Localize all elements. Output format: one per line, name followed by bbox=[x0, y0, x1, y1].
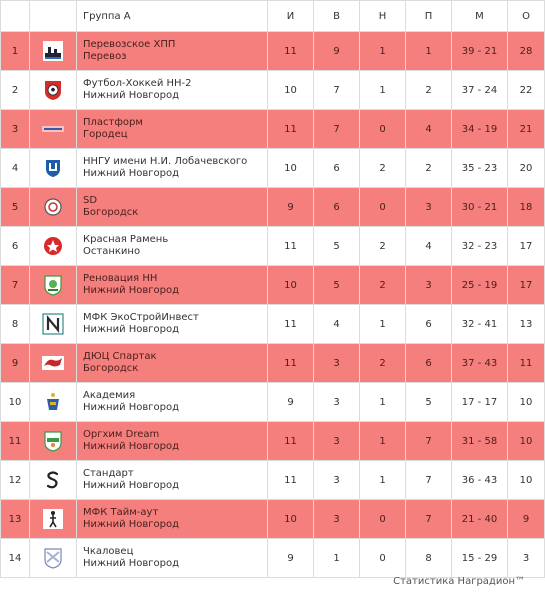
games-cell: 11 bbox=[268, 305, 314, 344]
losses-cell: 6 bbox=[406, 305, 452, 344]
points-cell: 20 bbox=[508, 149, 545, 188]
table-row[interactable] bbox=[1, 383, 545, 422]
team-name[interactable]: Реновация НН bbox=[83, 273, 158, 284]
wins-cell: 3 bbox=[314, 500, 360, 539]
team-name[interactable]: МФК Тайм-аут bbox=[83, 507, 159, 518]
team-name[interactable]: ННГУ имени Н.И. Лобачевского bbox=[83, 156, 248, 167]
games-cell: 11 bbox=[268, 422, 314, 461]
games-cell: 9 bbox=[268, 188, 314, 227]
losses-cell: 8 bbox=[406, 539, 452, 578]
points-cell: 10 bbox=[508, 422, 545, 461]
table-row[interactable] bbox=[1, 227, 545, 266]
losses-cell: 1 bbox=[406, 32, 452, 71]
header-losses[interactable]: П bbox=[406, 1, 452, 32]
games-cell: 11 bbox=[268, 461, 314, 500]
wins-cell: 7 bbox=[314, 71, 360, 110]
team-name[interactable]: Футбол-Хоккей НН-2 bbox=[83, 78, 192, 89]
table-row[interactable] bbox=[1, 500, 545, 539]
draws-cell: 0 bbox=[360, 500, 406, 539]
team-city: Нижний Новгород bbox=[83, 90, 180, 101]
team-city: Нижний Новгород bbox=[83, 324, 180, 335]
table-row[interactable] bbox=[1, 188, 545, 227]
team-cell[interactable] bbox=[77, 383, 268, 422]
draws-cell: 0 bbox=[360, 188, 406, 227]
team-name[interactable]: ДЮЦ Спартак bbox=[83, 351, 157, 362]
factory-logo-icon bbox=[42, 40, 64, 62]
team-name[interactable]: Красная Рамень bbox=[83, 234, 169, 245]
goals-cell: 21 - 40 bbox=[452, 500, 508, 539]
team-cell[interactable] bbox=[77, 110, 268, 149]
draws-cell: 2 bbox=[360, 227, 406, 266]
goals-cell: 35 - 23 bbox=[452, 149, 508, 188]
team-city: Богородск bbox=[83, 207, 139, 218]
plastform-logo-icon bbox=[42, 118, 64, 140]
table-row[interactable] bbox=[1, 461, 545, 500]
goals-cell: 17 - 17 bbox=[452, 383, 508, 422]
position-cell: 8 bbox=[1, 305, 30, 344]
team-name[interactable]: МФК ЭкоСтройИнвест bbox=[83, 312, 199, 323]
points-cell: 22 bbox=[508, 71, 545, 110]
draws-cell: 2 bbox=[360, 266, 406, 305]
wins-cell: 5 bbox=[314, 266, 360, 305]
team-cell[interactable] bbox=[77, 227, 268, 266]
losses-cell: 4 bbox=[406, 110, 452, 149]
team-city: Нижний Новгород bbox=[83, 402, 180, 413]
goals-cell: 36 - 43 bbox=[452, 461, 508, 500]
wins-cell: 3 bbox=[314, 422, 360, 461]
games-cell: 9 bbox=[268, 383, 314, 422]
green-shield-icon bbox=[42, 274, 64, 296]
points-cell: 28 bbox=[508, 32, 545, 71]
points-cell: 9 bbox=[508, 500, 545, 539]
points-cell: 10 bbox=[508, 461, 545, 500]
draws-cell: 2 bbox=[360, 149, 406, 188]
losses-cell: 7 bbox=[406, 500, 452, 539]
position-cell: 4 bbox=[1, 149, 30, 188]
red-circle-crest-icon bbox=[42, 235, 64, 257]
team-city: Городец bbox=[83, 129, 128, 140]
goals-cell: 15 - 29 bbox=[452, 539, 508, 578]
goals-cell: 39 - 21 bbox=[452, 32, 508, 71]
draws-cell: 1 bbox=[360, 305, 406, 344]
games-cell: 11 bbox=[268, 32, 314, 71]
table-row[interactable] bbox=[1, 305, 545, 344]
position-cell: 9 bbox=[1, 344, 30, 383]
team-name[interactable]: Чкаловец bbox=[83, 546, 134, 557]
team-city: Нижний Новгород bbox=[83, 519, 180, 530]
position-cell: 6 bbox=[1, 227, 30, 266]
games-cell: 10 bbox=[268, 149, 314, 188]
chkalovets-shield-icon bbox=[42, 547, 64, 569]
goals-cell: 32 - 41 bbox=[452, 305, 508, 344]
games-cell: 10 bbox=[268, 266, 314, 305]
header-group[interactable]: Группа А bbox=[77, 1, 268, 32]
table-header-row bbox=[1, 1, 545, 32]
table-row[interactable] bbox=[1, 71, 545, 110]
games-cell: 9 bbox=[268, 539, 314, 578]
team-city: Нижний Новгород bbox=[83, 480, 180, 491]
wins-cell: 3 bbox=[314, 383, 360, 422]
games-cell: 10 bbox=[268, 500, 314, 539]
academy-crest-icon bbox=[42, 391, 64, 413]
team-city: Нижний Новгород bbox=[83, 558, 180, 569]
table-row[interactable] bbox=[1, 149, 545, 188]
losses-cell: 4 bbox=[406, 227, 452, 266]
goals-cell: 34 - 19 bbox=[452, 110, 508, 149]
stats-credit-link[interactable]: Статистика Наградион™ bbox=[393, 576, 525, 587]
games-cell: 10 bbox=[268, 71, 314, 110]
draws-cell: 1 bbox=[360, 383, 406, 422]
draws-cell: 1 bbox=[360, 422, 406, 461]
losses-cell: 5 bbox=[406, 383, 452, 422]
table-row[interactable] bbox=[1, 32, 545, 71]
goals-cell: 37 - 43 bbox=[452, 344, 508, 383]
wins-cell: 4 bbox=[314, 305, 360, 344]
goals-cell: 31 - 58 bbox=[452, 422, 508, 461]
timeout-player-icon bbox=[42, 508, 64, 530]
position-cell: 11 bbox=[1, 422, 30, 461]
wins-cell: 7 bbox=[314, 110, 360, 149]
losses-cell: 7 bbox=[406, 461, 452, 500]
points-cell: 3 bbox=[508, 539, 545, 578]
losses-cell: 7 bbox=[406, 422, 452, 461]
header-logo bbox=[30, 1, 77, 32]
table-row[interactable] bbox=[1, 110, 545, 149]
losses-cell: 2 bbox=[406, 71, 452, 110]
position-cell: 12 bbox=[1, 461, 30, 500]
team-cell[interactable] bbox=[77, 539, 268, 578]
draws-cell: 1 bbox=[360, 32, 406, 71]
table-row[interactable] bbox=[1, 266, 545, 305]
losses-cell: 3 bbox=[406, 188, 452, 227]
goals-cell: 30 - 21 bbox=[452, 188, 508, 227]
team-cell[interactable] bbox=[77, 266, 268, 305]
team-city: Останкино bbox=[83, 246, 141, 257]
team-city: Богородск bbox=[83, 363, 139, 374]
losses-cell: 2 bbox=[406, 149, 452, 188]
table-row[interactable] bbox=[1, 344, 545, 383]
team-cell[interactable] bbox=[77, 149, 268, 188]
team-name[interactable]: SD bbox=[83, 195, 98, 206]
header-position bbox=[1, 1, 30, 32]
team-cell[interactable] bbox=[77, 344, 268, 383]
wins-cell: 3 bbox=[314, 461, 360, 500]
wins-cell: 6 bbox=[314, 188, 360, 227]
team-cell[interactable] bbox=[77, 461, 268, 500]
points-cell: 11 bbox=[508, 344, 545, 383]
table-row[interactable] bbox=[1, 422, 545, 461]
team-name[interactable]: Перевозское ХПП bbox=[83, 39, 176, 50]
position-cell: 14 bbox=[1, 539, 30, 578]
goals-cell: 25 - 19 bbox=[452, 266, 508, 305]
points-cell: 13 bbox=[508, 305, 545, 344]
team-cell[interactable] bbox=[77, 71, 268, 110]
draws-cell: 0 bbox=[360, 110, 406, 149]
team-city: Нижний Новгород bbox=[83, 441, 180, 452]
team-cell[interactable] bbox=[77, 305, 268, 344]
losses-cell: 3 bbox=[406, 266, 452, 305]
orghim-shield-icon bbox=[42, 430, 64, 452]
draws-cell: 1 bbox=[360, 461, 406, 500]
position-cell: 10 bbox=[1, 383, 30, 422]
team-name[interactable]: Стандарт bbox=[83, 468, 134, 479]
points-cell: 17 bbox=[508, 227, 545, 266]
position-cell: 7 bbox=[1, 266, 30, 305]
team-cell[interactable] bbox=[77, 32, 268, 71]
wins-cell: 3 bbox=[314, 344, 360, 383]
team-cell[interactable] bbox=[77, 500, 268, 539]
goals-cell: 37 - 24 bbox=[452, 71, 508, 110]
soccer-ball-shield-icon bbox=[42, 79, 64, 101]
position-cell: 2 bbox=[1, 71, 30, 110]
team-city: Нижний Новгород bbox=[83, 168, 180, 179]
position-cell: 5 bbox=[1, 188, 30, 227]
position-cell: 13 bbox=[1, 500, 30, 539]
points-cell: 17 bbox=[508, 266, 545, 305]
games-cell: 11 bbox=[268, 110, 314, 149]
table-row[interactable] bbox=[1, 539, 545, 578]
header-wins[interactable]: В bbox=[314, 1, 360, 32]
position-cell: 3 bbox=[1, 110, 30, 149]
team-cell[interactable] bbox=[77, 188, 268, 227]
header-draws[interactable]: Н bbox=[360, 1, 406, 32]
s-letter-logo-icon bbox=[42, 469, 64, 491]
team-name[interactable]: Оргхим Dream bbox=[83, 429, 160, 440]
team-city: Перевоз bbox=[83, 51, 127, 62]
team-cell[interactable] bbox=[77, 422, 268, 461]
university-shield-icon bbox=[42, 157, 64, 179]
wins-cell: 5 bbox=[314, 227, 360, 266]
spartak-logo-icon bbox=[42, 352, 64, 374]
wins-cell: 6 bbox=[314, 149, 360, 188]
games-cell: 11 bbox=[268, 344, 314, 383]
team-city: Нижний Новгород bbox=[83, 285, 180, 296]
n-letter-logo-icon bbox=[42, 313, 64, 335]
draws-cell: 1 bbox=[360, 71, 406, 110]
team-name[interactable]: Академия bbox=[83, 390, 136, 401]
points-cell: 18 bbox=[508, 188, 545, 227]
wins-cell: 1 bbox=[314, 539, 360, 578]
header-goals[interactable]: М bbox=[452, 1, 508, 32]
goals-cell: 32 - 23 bbox=[452, 227, 508, 266]
position-cell: 1 bbox=[1, 32, 30, 71]
wins-cell: 9 bbox=[314, 32, 360, 71]
sd-crest-icon bbox=[42, 196, 64, 218]
header-points[interactable]: О bbox=[508, 1, 545, 32]
team-name[interactable]: Пластформ bbox=[83, 117, 143, 128]
header-games[interactable]: И bbox=[268, 1, 314, 32]
draws-cell: 2 bbox=[360, 344, 406, 383]
games-cell: 11 bbox=[268, 227, 314, 266]
draws-cell: 0 bbox=[360, 539, 406, 578]
points-cell: 10 bbox=[508, 383, 545, 422]
losses-cell: 6 bbox=[406, 344, 452, 383]
points-cell: 21 bbox=[508, 110, 545, 149]
